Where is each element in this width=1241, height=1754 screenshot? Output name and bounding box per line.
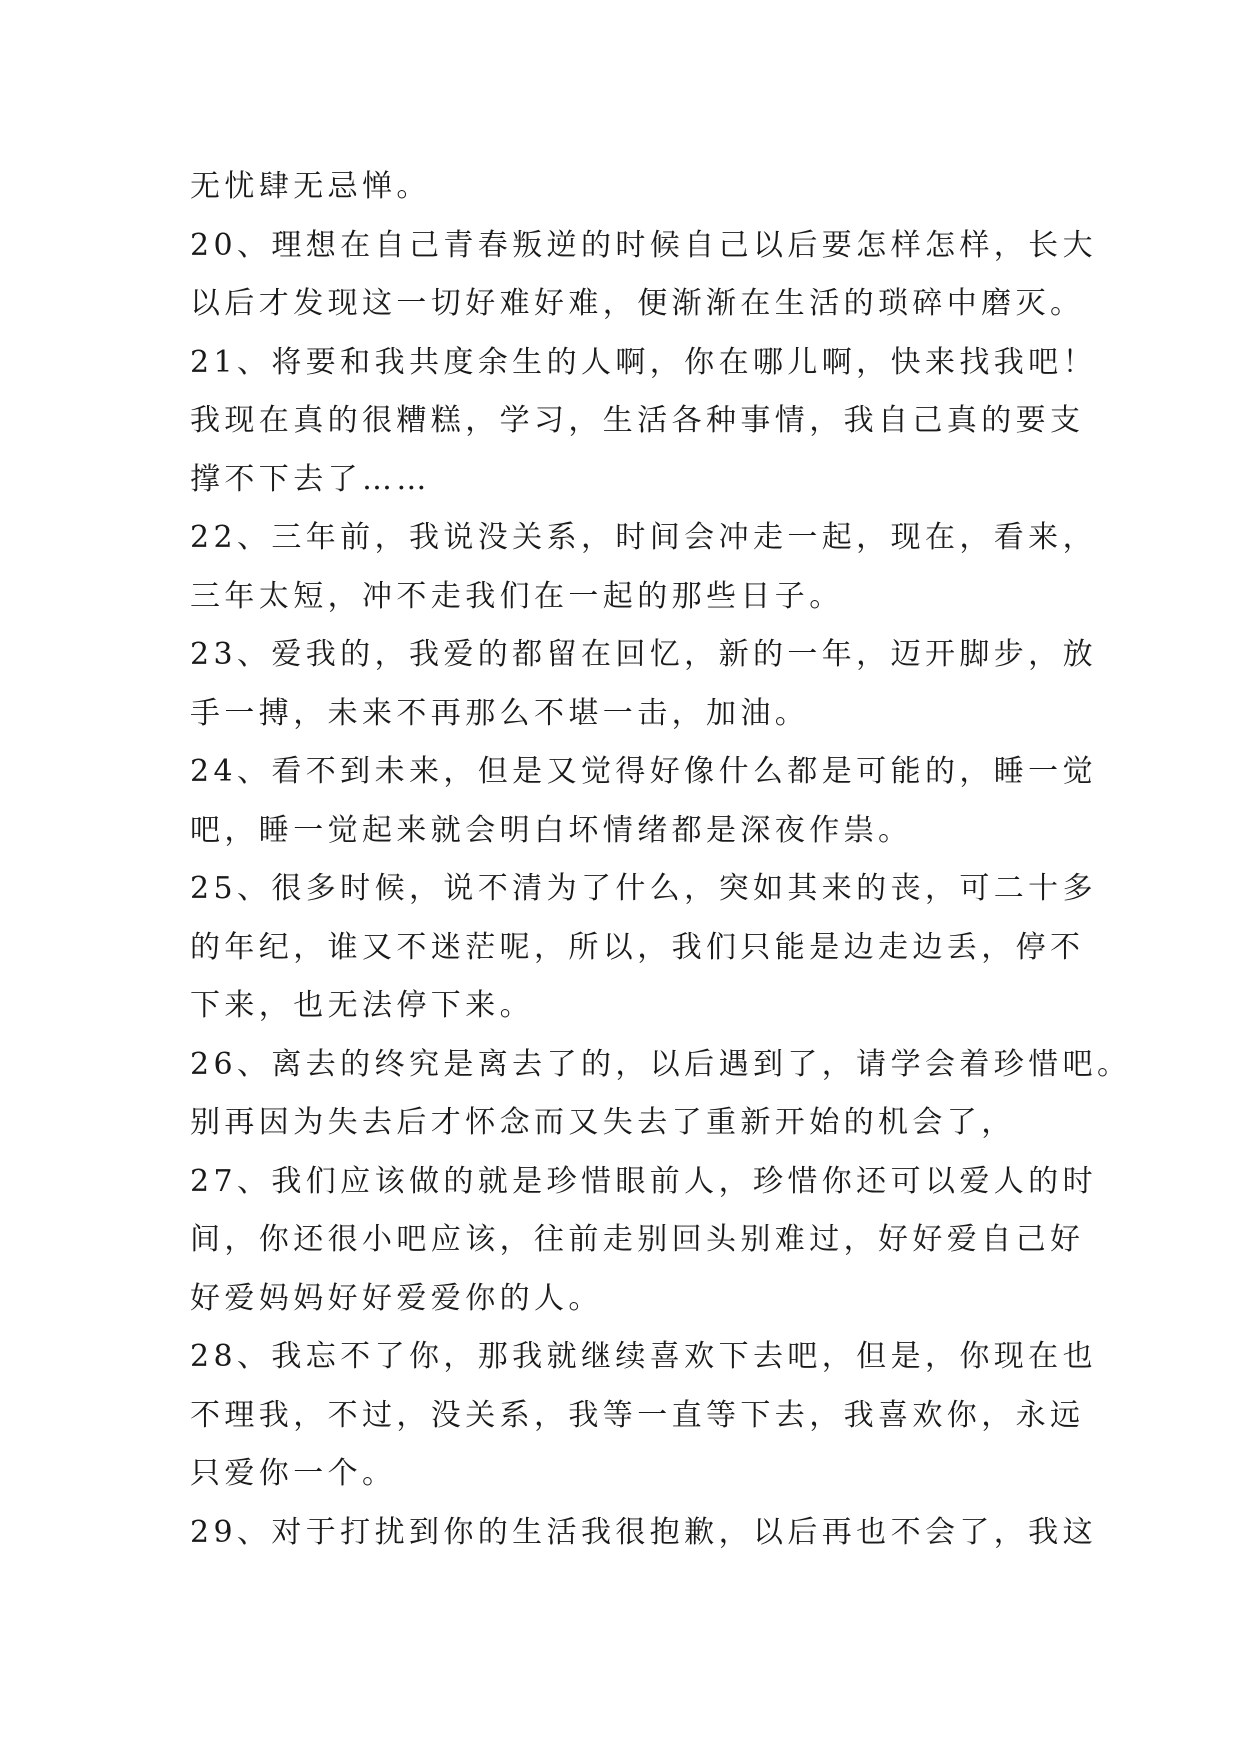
text-line: 24、看不到未来，但是又觉得好像什么都是可能的，睡一觉 — [190, 754, 1097, 789]
text-line: 只爱你一个。 — [190, 1456, 397, 1491]
text-line: 不理我，不过，没关系，我等一直等下去，我喜欢你，永远 — [190, 1397, 1085, 1433]
text-line: 25、很多时候，说不清为了什么，突如其来的丧，可二十多 — [190, 871, 1097, 906]
text-line: 22、三年前，我说没关系，时间会冲走一起，现在，看来， — [190, 520, 1097, 555]
text-line: 手一搏，未来不再那么不堪一击，加油。 — [190, 695, 810, 731]
text-line: 21、将要和我共度余生的人啊，你在哪儿啊，快来找我吧！ — [190, 344, 1097, 380]
text-line: 20、理想在自己青春叛逆的时候自己以后要怎样怎样，长大 — [190, 227, 1097, 263]
document-text — [190, 158, 1132, 1562]
text-line: 好爱妈妈好好爱爱你的人。 — [190, 1280, 603, 1316]
text-line: 的年纪，谁又不迷茫呢，所以，我们只能是边走边丢，停不 — [190, 929, 1085, 965]
text-line: 27、我们应该做的就是珍惜眼前人，珍惜你还可以爱人的时 — [190, 1163, 1097, 1199]
text-line: 28、我忘不了你，那我就继续喜欢下去吧，但是，你现在也 — [190, 1339, 1097, 1374]
text-line: 26、离去的终究是离去了的，以后遇到了，请学会着珍惜吧。 — [190, 1046, 1132, 1082]
text-line: 间，你还很小吧应该，往前走别回头别难过，好好爱自己好 — [190, 1222, 1085, 1257]
text-line: 下来，也无法停下来。 — [190, 988, 534, 1023]
text-line: 撑不下去了…… — [190, 461, 431, 497]
text-line: 无忧肆无忌惮。 — [190, 169, 431, 204]
text-line: 三年太短，冲不走我们在一起的那些日子。 — [190, 578, 844, 614]
text-line: 吧，睡一觉起来就会明白坏情绪都是深夜作祟。 — [190, 812, 913, 848]
text-line: 我现在真的很糟糕，学习，生活各种事情，我自己真的要支 — [190, 403, 1085, 438]
text-line: 23、爱我的，我爱的都留在回忆，新的一年，迈开脚步，放 — [190, 637, 1097, 672]
text-line: 以后才发现这一切好难好难，便渐渐在生活的琐碎中磨灭。 — [190, 286, 1085, 321]
text-line: 别再因为失去后才怀念而又失去了重新开始的机会了， — [190, 1105, 1016, 1140]
text-line: 29、对于打扰到你的生活我很抱歉，以后再也不会了，我这 — [190, 1514, 1097, 1550]
